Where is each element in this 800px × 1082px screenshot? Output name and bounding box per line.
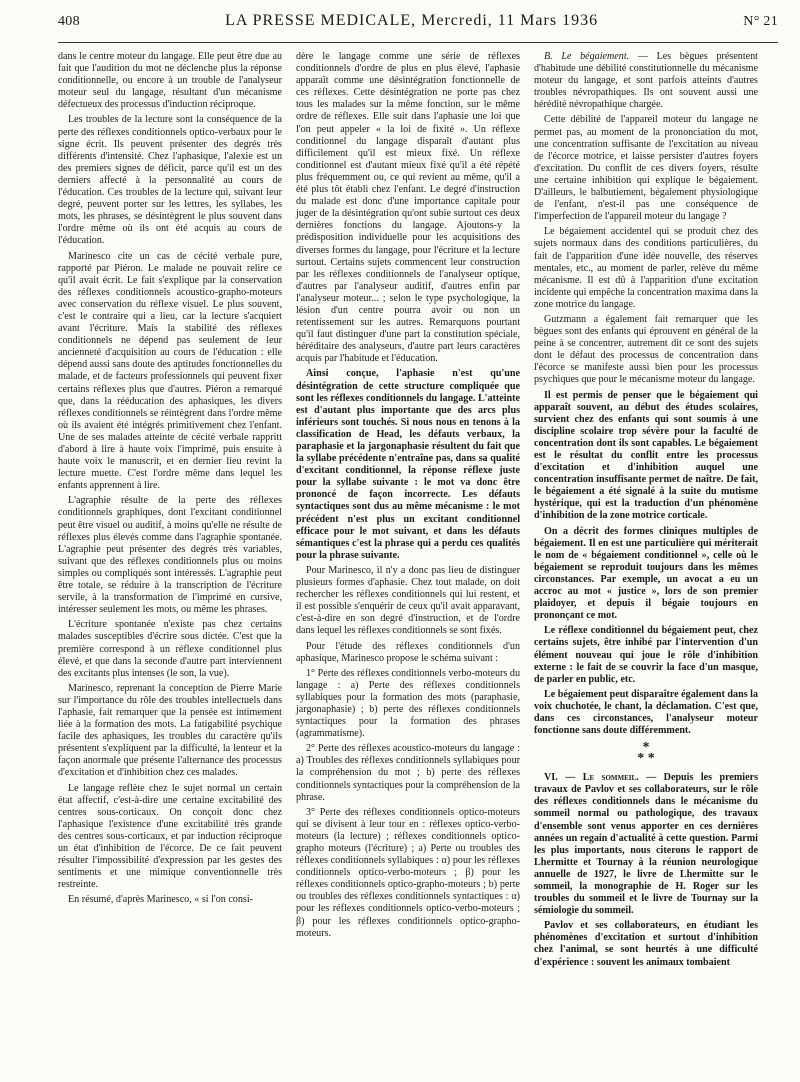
paragraph: Le bégaiement accidentel qui se produit chez des sujets normaux dans des conditions particulières, du fait de l'apparition d'une idée nouvelle, des réserves mentales, etc., au moment de parler, relève du même mécanisme. Il est dû à l'apparition d'une excitation incidente qui empêche la concentration maxima dans la zone motrice du langage. bbox=[534, 226, 758, 310]
text-columns bbox=[58, 51, 778, 972]
paragraph: Cette débilité de l'appareil moteur du langage ne permet pas, au moment de la prononciation du mot, une concentration suffisante de l'excitation au niveau de l'écorce motrice, et laisse persister d'autres foyers d'excitation. Du conflit de ces divers foyers, résulte une certaine inhibition qui explique le bégaiement. D'ailleurs, le balbutiement, bégaiement physiologique de l'enfant, n'est-il pas une conséquence de l'imperfection de l'appareil moteur du langage ? bbox=[534, 114, 758, 223]
section-heading-stuttering: B. Le bégaiement. bbox=[544, 51, 630, 62]
paragraph: Il est permis de penser que le bégaiement qui apparaît souvent, au début des études scolaires, survient chez des enfants qui sont soumis à une discipline scolaire trop sévère pour la faculté de concentration dont ils sont capables. Le bégaiement est le résultat du conflit entre les processus d'excitation et d'inhibition auquel une concentration insuffisante permet de naître. De fait, le bégaiement a été signalé à la suite du mutisme hystérique, qui est la traduction d'un phénomène d'inhibition de la zone motrice corticale. bbox=[534, 389, 758, 522]
section-separator: * * * bbox=[637, 740, 655, 767]
paragraph: VI. — Le sommeil. — Depuis les premiers travaux de Pavlov et ses collaborateurs, sur le rôle des réflexes conditionnels dans le mécanisme du sommeil normal ou pathologique, des travaux d'ensemble sont venus apporter en ces dernières années un regain d'actualité à cette question. Parmi les plus importants, nous citerons le rapport de Lhermitte et Tournay à la réunion neurologique annuelle de 1927, le livre de Lhermitte sur le sommeil, la monographie de H. Roger sur les troubles du sommeil et le livre de Tournay sur la sémiologie du sommeil. bbox=[534, 772, 758, 917]
list-item: 2° Perte des réflexes acoustico-moteurs du langage : a) Troubles des réflexes conditionnels syllabiques pour la compréhension du mot ; b) perte des réflexes conditionnels syntactiques pour la compréhension de la phrase. bbox=[296, 743, 520, 803]
paragraph: Ainsi conçue, l'aphasie n'est qu'une désintégration de cette structure compliquée que sont les réflexes conditionnels du langage. L'atteinte est d'autant plus importante que des arcs plus inférieurs sont touchés. Si nous nous en tenons à la classification de Head, les défauts verbaux, la paraphasie et la jargonaphasie résultent du fait que la syllabe précédente n'entraîne pas, dans sa qualité d'excitant conditionnel, la réponse réflexe juste pour la syllabe suivante : le mot va donc être prononcé de façon incorrecte. Les défauts syntactiques sont dus au même mécanisme : le mot précédent n'est plus un excitant conditionnel efficace pour le mot suivant, et dans les défauts sémantiques c'est la phrase qui a perdu ces qualités pour la phrase suivante. bbox=[296, 368, 520, 561]
paragraph: Pour Marinesco, il n'y a donc pas lieu de distinguer plusieurs formes d'aphasie. Chez tout malade, on doit rechercher les réflexes conditionnels qui lui restent, et il est possible s'enquérir de ceux qu'il avait apparavant, c'est-à-dire en son degré d'instruction, et de l'ordre dans lequel les réflexes conditionnels se sont fixés. bbox=[296, 564, 520, 637]
paragraph: L'agraphie résulte de la perte des réflexes conditionnels graphiques, dont l'excitant conditionnel peut être visuel ou auditif, à moins qu'elle ne résulte de réflexes plus élevés comme dans l'agraphie spontanée. L'agraphie peut présenter des degrés très variables, suivant que des réflexes conditionnels plus ou moins simples ou compliqués sont intéressés. L'agraphie peut être totale, se réduire à la transcription de l'écriture servile, à la transformation de l'imprimé en cursive, intéresser seulement les mots, ou même les phrases. bbox=[58, 495, 282, 616]
paragraph: Les troubles de la lecture sont la conséquence de la perte des réflexes conditionnels optico-verbaux pour le signe écrit. Ils peuvent présenter des degrés très différents d'intensité. Chez l'aphasique, l'alexie est un des premiers signes de déficit, parce qu'il est un des derniers affecté à la personnalité au cours de l'éducation. Ces troubles de la lecture qui, suivant leur degré, peuvent porter sur les lettres, les syllabes, les mots, les phrases, se désintègrent le plus souvent dans l'ordre même où ils ont été acquis au cours de l'éducation. bbox=[58, 114, 282, 247]
section-heading-sleep: VI. — Le sommeil. bbox=[544, 772, 639, 784]
issue-number: N° 21 bbox=[743, 14, 778, 29]
paragraph: Marinesco, reprenant la conception de Pierre Marie sur l'importance du rôle des troubles intellectuels dans l'aphasie, fait remarquer que la pensée est intimement liée à la formation des mots. La fatigabilité psychique facile des aphasiques, les troubles du caractère qu'ils présentent s'expliquent par la difficulté, la lenteur et la façon anormale que présente l'alternance des processus d'excitation et d'inhibition chez ces malades. bbox=[58, 682, 282, 779]
paragraph: dère le langage comme une série de réflexes conditionnels d'ordre de plus en plus élevé, l'aphasie apparaît comme une désintégration fonctionnelle de ces réflexes. Cette désintégration ne porte pas chez tous les malades sur la même fonction, sur le même ordre de réflexes. Elle suit dans l'aphasie une loi que l'on peut appeler « la loi de fixité ». Un réflexe conditionnel du langage disparaît d'autant plus difficilement qu'il est mieux fixé. Un réflexe conditionnel est d'autant mieux fixé qu'il a été répété plus fréquemment ou, ce qui revient au même, qu'il a été plus tôt établi chez l'enfant. Le degré d'instruction du malade est donc d'une importance capitale pour juger de la désintégration qu'ont subie surtout ces deux dernières fonctions du langage. Ajoutons-y la prédisposition individuelle pour les acquisitions des diverses formes du langage, pour l'écriture et la lecture surtout. Certains sujets commencent leur construction par les réflexes conditionnels de l'analyseur optique, d'autres par l'analyseur auditif, d'autres enfin par l'analyseur moteur... ; selon le type psychologique, la lésion d'un centre pourra avoir ou non un retentissement sur les autres. Remarquons pourtant qu'il faut distinguer d'une part la constitution spéciale, héréditaire des analyseurs, d'autre part leurs caractères acquis par l'habitude et l'éducation. bbox=[296, 51, 520, 365]
paragraph: Marinesco cite un cas de cécité verbale pure, rapporté par Piéron. Le malade ne pouvait relire ce qu'il avait écrit. Le fait s'explique par la conservation des réflexes conditionnels acoustico-grapho-moteurs avec conservation du réflexe visuel. Le plus souvent, c'est le contraire qui a lieu, car la lecture s'acquiert avant l'écriture. Mais la stabilité des réflexes conditionnels ne dépend pas seulement de leur ancienneté d'acquisition au cours de l'éducation : elle dépend aussi sans doute des aptitudes fonctionnelles du malade, et de facteurs professionnels qui peuvent fixer certains réflexes plus que d'autres. Piéron a remarqué que, dans la rééducation des aphasiques, les divers réflexes conditionnels se réintègrent dans l'ordre même où ils avaient été intégrés primitivement chez l'enfant. Une de ses malades atteinte de cécité verbale rappritt d'abord à lire à haute voix l'imprimé, puis ensuite à haute voix le manuscrit, et en dernier lieu revint la lecture muette. C'est l'ordre même dans lequel les enfants apprennent à lire. bbox=[58, 250, 282, 492]
paragraph: Le réflexe conditionnel du bégaiement peut, chez certains sujets, être inhibé par l'intervention d'un élément nouveau qui joue le rôle d'inhibition externe : le fait de se couvrir la face d'un masque, de parler en public, etc. bbox=[534, 625, 758, 685]
paragraph: Pavlov et ses collaborateurs, en étudiant les phénomènes d'excitation et surtout d'inhibition chez l'animal, se sont heurtés à une difficulté d'expérience : souvent les animaux tombaient bbox=[534, 920, 758, 968]
paragraph: dans le centre moteur du langage. Elle peut être due au fait que l'audition du mot ne déclenche plus la réponse conditionnelle, ou encore à un trouble de l'analyseur moteur seul du langage, résultant d'un mécanisme défectueux des processus d'induction réciproque. bbox=[58, 51, 282, 111]
paragraph: Pour l'étude des réflexes conditionnels d'un aphasique, Marinesco propose le schéma suivant : bbox=[296, 640, 520, 664]
column-1 bbox=[58, 51, 282, 972]
paragraph: On a décrit des formes cliniques multiples de bégaiement. Il en est une particulière qui mériterait le nom de « bégaiement conditionnel », celle où le bégaiement se reproduit toujours dans les mêmes circonstances. Par exemple, un avocat a eu un accroc au mot « justice », lors de son premier plaidoyer, et depuis il bégaie toujours en prononçant ce mot. bbox=[534, 525, 758, 622]
page-header bbox=[58, 12, 778, 43]
list-item: 1° Perte des réflexes conditionnels verbo-moteurs du langage : a) Perte des réflexes conditionnels syllabiques pour la formation des mots (paraphasie, jargonaphasie) ; b) perte des réflexes conditionnels syntactiques pour la formation des phrases (agrammatisme). bbox=[296, 667, 520, 740]
paragraph: B. Le bégaiement. — Les bègues présentent d'habitude une débilité constitutionnelle du mécanisme moteur du langage, et sont parfois atteints d'autres troubles névropathiques. Ils ont souvent aussi une hérédité névropathique chargée. bbox=[534, 51, 758, 111]
journal-title: LA PRESSE MEDICALE, Mercredi, 11 Mars 1936 bbox=[225, 12, 599, 29]
paragraph: Le langage reflète chez le sujet normal un certain état affectif, c'est-à-dire une certaine excitabilité des centres sous-corticaux. On conçoit donc chez l'aphasique l'existence d'une excitabilité très grande des centres sous-corticaux, et par induction réciproque un état d'inhibition de l'écorce. De ce fait peuvent résulter l'impossibilité d'expression par les gestes des sentiments et une mimique conventionnelle très restreinte. bbox=[58, 782, 282, 891]
paragraph: L'écriture spontanée n'existe pas chez certains malades susceptibles d'écrire sous dictée. C'est que la première correspond à un réflexe conditionnel plus élevé, et que dans la seconde d'autre part interviennent des excitants plus intenses (le son, la vue). bbox=[58, 619, 282, 679]
column-2 bbox=[296, 51, 520, 972]
paragraph: En résumé, d'après Marinesco, « si l'on consi- bbox=[68, 894, 253, 906]
column-3 bbox=[534, 51, 758, 972]
paragraph: Gutzmann a également fait remarquer que les bègues sont des enfants qui éprouvent en général de la peine à se concentrer, autrement dit ce sont des sujets dont le défaut des processus de concentration dans l'écorce se manifeste aussi bien pour les processus psychiques que pour le mécanisme moteur du langage. bbox=[534, 313, 758, 386]
page-number: 408 bbox=[58, 14, 80, 29]
list-item: 3° Perte des réflexes conditionnels optico-moteurs qui se divisent à leur tour en : réflexes optico-verbo-moteurs (la lecture) ; réflexes conditionnels optico-grapho moteurs (l'écriture) ; a) Perte ou troubles des réflexes conditionnels syllabiques : α) pour les réflexes conditionnels optico-verbo-moteurs ; β) pour les réflexes conditionnels optico-grapho-moteurs ; b) perte ou troubles des réflexes conditionnels syntactiques : α) pour les réflexes conditionnels optico-verbo-moteurs ; β) pour les réflexes conditionnels optico-grapho-moteurs. bbox=[296, 806, 520, 939]
paragraph: Le bégaiement peut disparaître également dans la voix chuchotée, le chant, la déclamation. C'est que, dans ces circonstances, l'analyseur moteur fonctionne sans doute différemment. bbox=[534, 688, 759, 737]
